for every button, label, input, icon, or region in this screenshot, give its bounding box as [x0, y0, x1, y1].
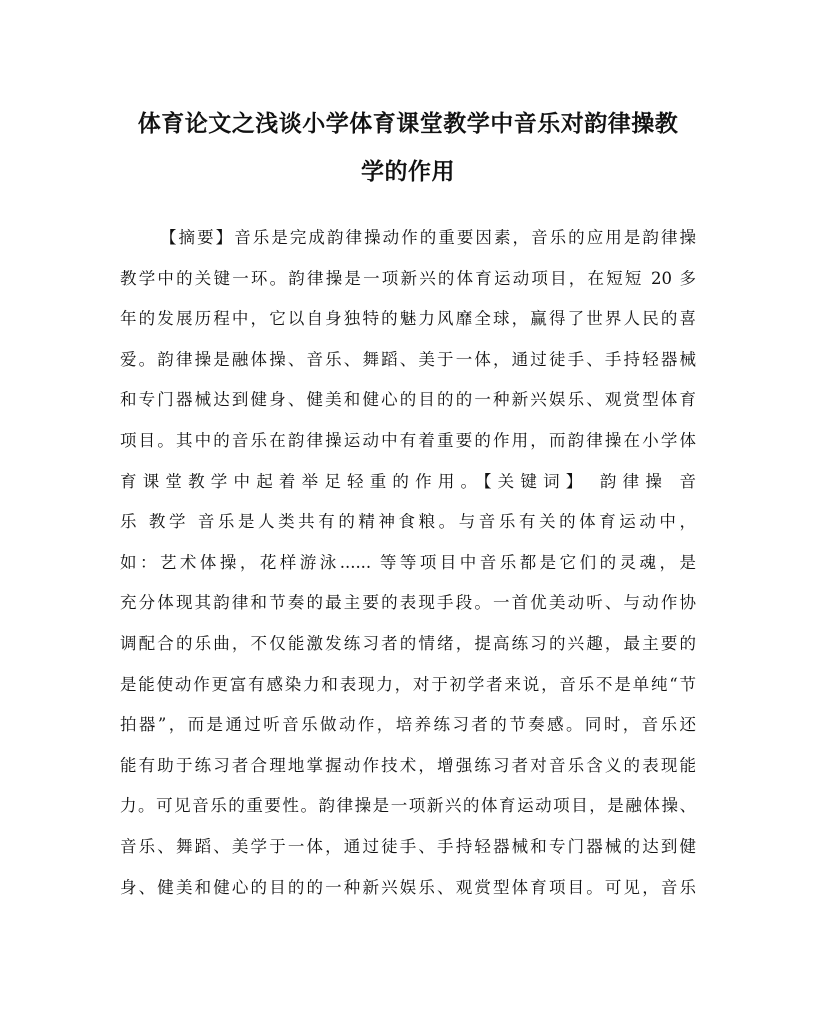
body-line: 音乐、舞蹈、美学于一体，通过徒手、手持轻器械和专门器械的达到健: [120, 836, 696, 856]
body-line: 充分体现其韵律和节奏的最主要的表现手段。一首优美动听、与动作协: [120, 593, 696, 613]
body-line: 能有助于练习者合理地掌握动作技术，增强练习者对音乐含义的表现能: [120, 755, 696, 775]
body-text: [120, 218, 696, 908]
body-line: 年的发展历程中，它以自身独特的魅力风靡全球，赢得了世界人民的喜: [120, 309, 696, 329]
body-line: 身、健美和健心的目的的一种新兴娱乐、观赏型体育项目。可见，音乐: [120, 877, 696, 897]
body-line: 爱。韵律操是融体操、音乐、舞蹈、美于一体，通过徒手、手持轻器械: [120, 349, 696, 369]
body-line: 和专门器械达到健身、健美和健心的目的的一种新兴娱乐、观赏型体育: [120, 390, 696, 410]
body-line: 是能使动作更富有感染力和表现力，对于初学者来说，音乐不是单纯“节: [120, 674, 696, 694]
body-line: 拍器”，而是通过听音乐做动作，培养练习者的节奏感。同时，音乐还: [120, 715, 696, 735]
body-line: 教学中的关键一环。韵律操是一项新兴的体育运动项目，在短短 20 多: [120, 268, 696, 288]
body-line: 项目。其中的音乐在韵律操运动中有着重要的作用，而韵律操在小学体: [120, 430, 696, 450]
body-line: 【摘要】音乐是完成韵律操动作的重要因素，音乐的应用是韵律操: [160, 228, 696, 247]
body-line: 育课堂教学中起着举足轻重的作用。【关键词】 韵律操 音: [120, 471, 696, 491]
title-line-1: 体育论文之浅谈小学体育课堂教学中音乐对韵律操教: [137, 110, 679, 137]
document-title: [120, 100, 696, 196]
body-line: 力。可见音乐的重要性。韵律操是一项新兴的体育运动项目，是融体操、: [120, 796, 696, 816]
body-line: 乐 教学 音乐是人类共有的精神食粮。与音乐有关的体育运动中，: [120, 512, 696, 532]
body-line: 如：艺术体操，花样游泳...... 等等项目中音乐都是它们的灵魂，是: [120, 552, 696, 572]
title-line-2: 学的作用: [361, 158, 455, 185]
body-line: 调配合的乐曲，不仅能激发练习者的情绪，提高练习的兴趣，最主要的: [120, 633, 696, 653]
